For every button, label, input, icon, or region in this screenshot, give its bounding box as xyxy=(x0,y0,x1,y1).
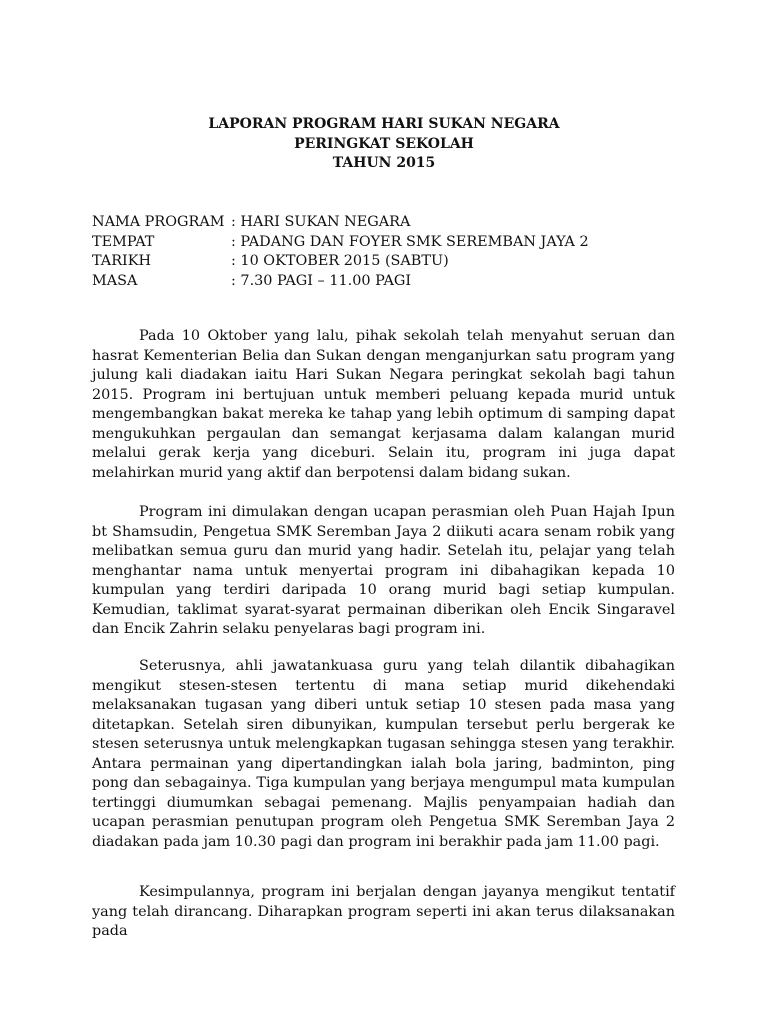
report-title-line-1: LAPORAN PROGRAM HARI SUKAN NEGARA xyxy=(208,116,560,132)
paragraph-conclusion: Kesimpulannya, program ini berjalan dengan jayanya mengikut tentatif yang telah dirancang. Diharapkan program seperti ini akan terus dilaksanakan pada xyxy=(92,884,675,939)
paragraph-opening: Program ini dimulakan dengan ucapan perasmian oleh Puan Hajah Ipun bt Shamsudin, Pengetua SMK Seremban Jaya 2 diikuti acara senam robik yang melibatkan semua guru dan murid yang hadir. Setelah itu, pelajar yang telah menghantar nama untuk menyertai program ini dibahagikan kepada 10 kumpulan yang terdiri daripada 10 orang murid bagi setiap kumpulan. Kemudian, taklimat syarat-syarat permainan diberikan oleh Encik Singaravel dan Encik Zahrin selaku penyelaras bagi program ini. xyxy=(92,504,675,637)
report-title-line-3: TAHUN 2015 xyxy=(332,155,436,171)
program-info-block xyxy=(92,213,692,291)
paragraph-activities: Seterusnya, ahli jawatankuasa guru yang telah dilantik dibahagikan mengikut stesen-stesen tertentu di mana setiap murid dikehendaki melaksanakan tugasan yang diberi untuk setiap 10 stesen pada masa yang ditetapkan. Setelah siren dibunyikan, kumpulan tersebut perlu bergerak ke stesen seterusnya untuk melengkapkan tugasan sehingga stesen yang terakhir. Antara permainan yang dipertandingkan ialah bola jaring, badminton, ping pong dan sebagainya. Tiga kumpulan yang berjaya mengumpul mata kumpulan tertinggi diumumkan sebagai pemenang. Majlis penyampaian hadiah dan ucapan perasmian penutupan program oleh Pengetua SMK Seremban Jaya 2 diadakan pada jam 10.30 pagi dan program ini berakhir pada jam 11.00 pagi. xyxy=(92,658,675,850)
info-label: TARIKH xyxy=(92,253,152,269)
info-row-venue xyxy=(92,233,692,253)
paragraph-introduction: Pada 10 Oktober yang lalu, pihak sekolah telah menyahut seruan dan hasrat Kementerian Belia dan Sukan dengan menganjurkan satu program yang julung kali diadakan iaitu Hari Sukan Negara peringkat sekolah bagi tahun 2015. Program ini bertujuan untuk memberi peluang kepada murid untuk mengembangkan bakat mereka ke tahap yang lebih optimum di samping dapat mengukuhkan pergaulan dan semangat kerjasama dalam kalangan murid melalui gerak kerja yang diceburi. Selain itu, program ini juga dapat melahirkan murid yang aktif dan berpotensi dalam bidang sukan. xyxy=(92,328,675,481)
info-value: : 10 OKTOBER 2015 (SABTU) xyxy=(231,253,449,269)
report-title-line-2: PERINGKAT SEKOLAH xyxy=(294,135,474,152)
info-row-date xyxy=(92,252,692,272)
info-value: : PADANG DAN FOYER SMK SEREMBAN JAYA 2 xyxy=(231,233,589,250)
info-row-time xyxy=(92,272,692,292)
info-row-program-name xyxy=(92,213,692,233)
info-label: NAMA PROGRAM xyxy=(92,214,225,230)
info-value: : HARI SUKAN NEGARA xyxy=(231,214,411,230)
info-value: : 7.30 PAGI – 11.00 PAGI xyxy=(231,272,412,289)
info-label: TEMPAT xyxy=(92,233,155,250)
info-label: MASA xyxy=(92,272,138,289)
